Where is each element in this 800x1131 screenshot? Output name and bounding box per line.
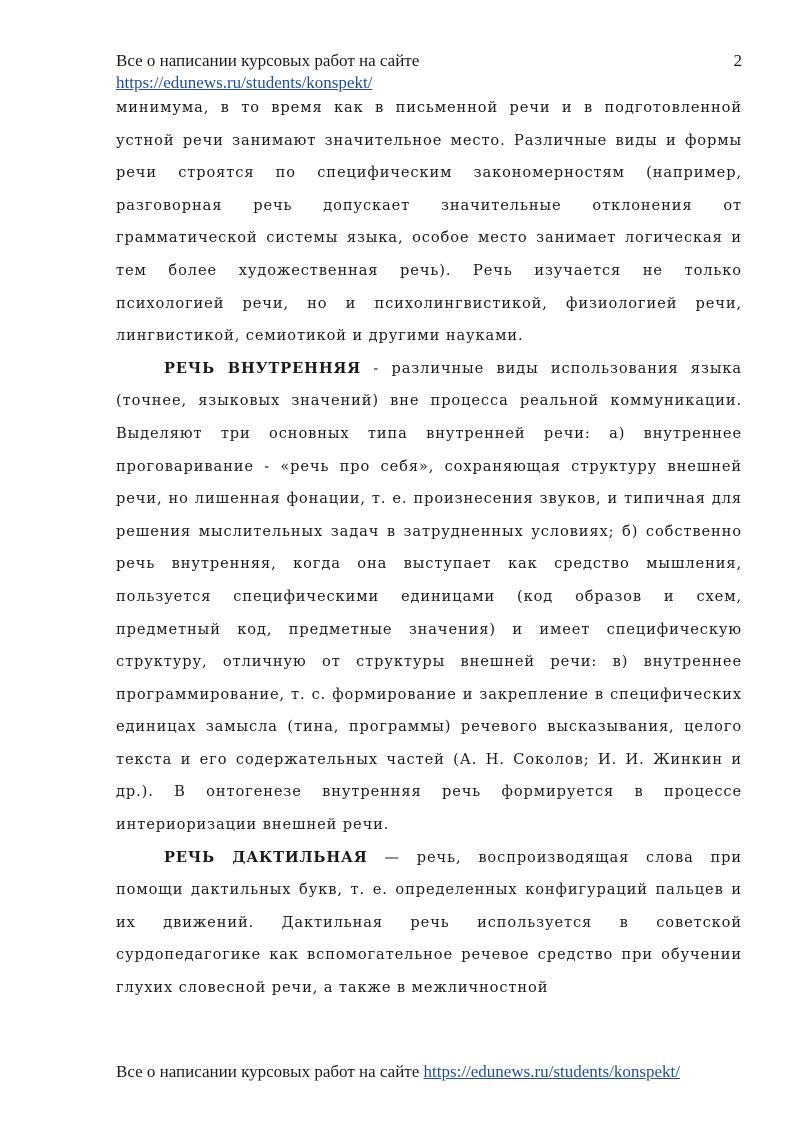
header-link[interactable]: https://edunews.ru/students/konspekt/ (116, 73, 373, 92)
paragraph-continued: минимума, в то время как в письменной речи и в подготовленной устной речи занимают значительное место. Различные виды и формы речи строятся по специфическим закономерностям (например, разговорная речь допускает значительные отклонения от грамматической системы языка, особое место занимает логическая и тем более художественная речь). Речь изучается не только психологией речи, но и психолингвистикой, физиологией речи, лингвистикой, семиотикой и другими науками. (116, 99, 742, 345)
definition-dactyl-speech: — речь, воспроизводящая слова при помощи дактильных букв, т. е. определенных конфигураций пальцев и их движений. Дактильная речь используется в советской сурдопедагогике как вспомогательное речевое средство при обучении глухих словесной речи, а также в межличностной (116, 848, 742, 997)
page-header (116, 50, 742, 94)
footer-link[interactable]: https://edunews.ru/students/konspekt/ (423, 1062, 680, 1081)
header-title: Все о написании курсовых работ на сайте (116, 51, 420, 70)
paragraph-dactyl-speech (116, 842, 742, 1005)
page-number: 2 (733, 51, 742, 70)
document-body (116, 92, 742, 1005)
term-inner-speech: РЕЧЬ ВНУТРЕННЯЯ (164, 359, 362, 377)
paragraph-inner-speech (116, 353, 742, 842)
definition-inner-speech: - различные виды использования языка (точнее, языковых значений) вне процесса реальной коммуникации. Выделяют три основных типа внутренней речи: а) внутреннее проговаривание - «речь про себя», сохраняющая структуру внешней речи, но лишенная фонации, т. е. произнесения звуков, и типичная для решения мыслительных задач в затрудненных условиях; б) собственно речь внутренняя, когда она выступает как средство мышления, пользуется специфическими единицами (код образов и схем, предметный код, предметные значения) и имеет специфическую структуру, отличную от структуры внешней речи: в) внутреннее программирование, т. с. формирование и закрепление в специфических единицах замысла (тина, программы) речевого высказывания, целого текста и его содержательных частей (А. Н. Соколов; И. И. Жинкин и др.). В онтогенезе внутренняя речь формируется в процессе интериоризации внешней речи. (116, 359, 742, 834)
page-footer (116, 1061, 742, 1083)
footer-text: Все о написании курсовых работ на сайте (116, 1062, 424, 1081)
term-dactyl-speech: РЕЧЬ ДАКТИЛЬНАЯ (164, 848, 368, 866)
